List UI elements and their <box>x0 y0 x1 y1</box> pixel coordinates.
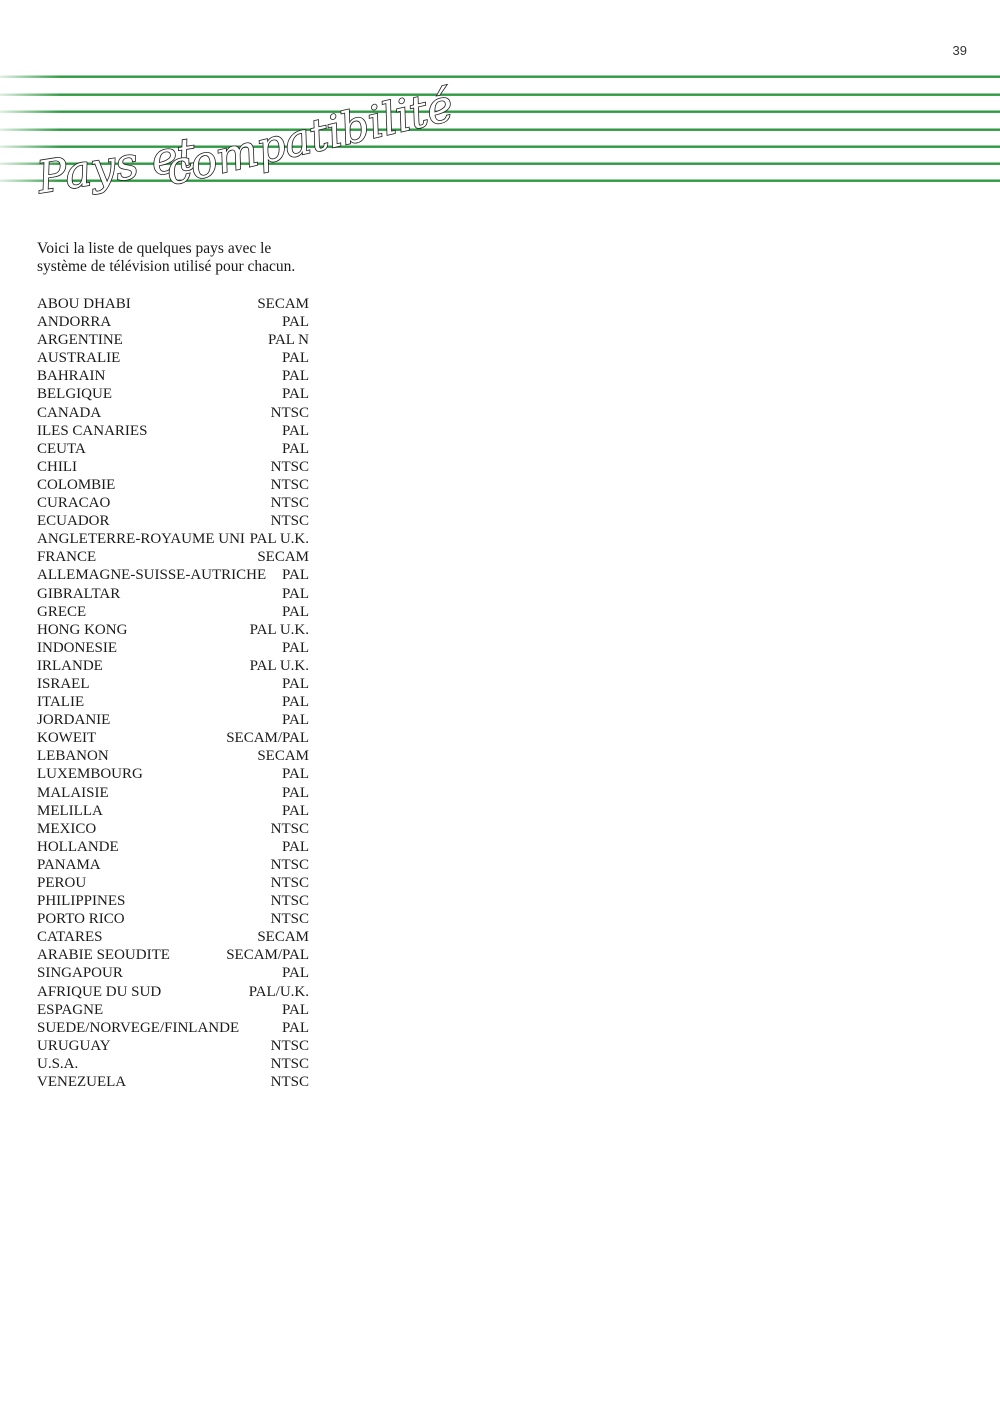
country-row <box>37 476 309 494</box>
tv-system: PAL <box>282 694 309 711</box>
country-row <box>37 892 309 910</box>
country-name: GRECE <box>37 603 87 620</box>
country-name: VENEZUELA <box>37 1074 127 1091</box>
tv-system: PAL/U.K. <box>248 983 309 1000</box>
country-row <box>37 946 309 964</box>
country-row <box>37 385 309 403</box>
tv-system: SECAM <box>257 929 309 946</box>
tv-system: SECAM <box>257 748 309 765</box>
country-row <box>37 639 309 657</box>
country-row <box>37 802 309 820</box>
country-row <box>37 621 309 639</box>
country-row <box>37 657 309 675</box>
country-row <box>37 729 309 747</box>
country-row <box>37 440 309 458</box>
country-row <box>37 964 309 982</box>
country-name: HONG KONG <box>37 621 128 638</box>
tv-system: PAL U.K. <box>249 657 309 674</box>
country-name: BELGIQUE <box>37 386 112 403</box>
country-row <box>37 856 309 874</box>
country-name: ANGLETERRE-ROYAUME UNI <box>37 531 245 548</box>
tv-system: PAL <box>282 802 309 819</box>
country-row <box>37 747 309 765</box>
country-name: SINGAPOUR <box>37 965 123 982</box>
tv-system: PAL <box>282 712 309 729</box>
tv-system: PAL <box>282 1001 309 1018</box>
tv-system: PAL <box>282 440 309 457</box>
tv-system: PAL <box>282 386 309 403</box>
country-row <box>37 1073 309 1091</box>
tv-system: NTSC <box>270 458 309 475</box>
tv-system: NTSC <box>270 893 309 910</box>
title-line-1: Pays et <box>33 128 199 204</box>
tv-system: NTSC <box>270 1037 309 1054</box>
country-row <box>37 1037 309 1055</box>
country-row <box>37 910 309 928</box>
country-name: SUEDE/NORVEGE/FINLANDE <box>37 1019 240 1036</box>
tv-system: PAL U.K. <box>249 531 309 548</box>
country-name: ARGENTINE <box>37 332 123 349</box>
country-name: PEROU <box>37 875 87 891</box>
country-name: LEBANON <box>37 748 109 765</box>
country-name: GIBRALTAR <box>37 585 121 602</box>
tv-system: NTSC <box>270 1055 309 1072</box>
country-name: CATARES <box>37 929 103 946</box>
country-row <box>37 295 309 313</box>
country-row <box>37 765 309 783</box>
title-line-2: compatibilité <box>161 80 459 196</box>
country-row <box>37 983 309 1001</box>
country-row <box>37 711 309 729</box>
country-name: BAHRAIN <box>37 368 106 385</box>
country-name: CHILI <box>37 458 77 475</box>
country-row <box>37 404 309 422</box>
country-name: CURACAO <box>37 495 111 512</box>
tv-system: PAL <box>282 965 309 982</box>
tv-system: PAL <box>282 784 309 801</box>
country-name: AFRIQUE DU SUD <box>37 983 162 1000</box>
intro-text: Voici la liste de quelques pays avec le système de télévision utilisé pour chacun. <box>37 240 296 275</box>
country-row <box>37 1055 309 1073</box>
country-name: ANDORRA <box>37 314 112 331</box>
country-name: IRLANDE <box>37 657 103 674</box>
country-name: INDONESIE <box>37 639 117 656</box>
country-name: URUGUAY <box>37 1037 111 1054</box>
country-name: CEUTA <box>37 440 86 457</box>
country-list <box>37 295 309 1091</box>
country-row <box>37 585 309 603</box>
tv-system: NTSC <box>270 513 309 530</box>
tv-system: SECAM <box>257 296 309 312</box>
country-name: ESPAGNE <box>37 1001 104 1018</box>
country-name: ABOU DHABI <box>37 296 131 312</box>
tv-system: PAL <box>282 766 309 783</box>
country-name: MEXICO <box>37 820 97 837</box>
country-row <box>37 313 309 331</box>
country-row <box>37 1019 309 1037</box>
country-name: JORDANIE <box>37 712 111 729</box>
page-title <box>0 0 1000 230</box>
tv-system: NTSC <box>270 495 309 512</box>
country-name: ARABIE SEOUDITE <box>37 947 170 964</box>
country-name: MALAISIE <box>37 784 109 801</box>
tv-system: PAL N <box>268 332 309 349</box>
country-row <box>37 566 309 584</box>
country-name: PHILIPPINES <box>37 893 126 910</box>
country-name: ILES CANARIES <box>37 422 148 439</box>
tv-system: PAL <box>282 1019 309 1036</box>
country-row <box>37 422 309 440</box>
country-name: COLOMBIE <box>37 476 116 493</box>
country-row <box>37 928 309 946</box>
country-row <box>37 675 309 693</box>
country-name: HOLLANDE <box>37 838 119 855</box>
tv-system: PAL <box>282 350 309 367</box>
tv-system: PAL <box>282 368 309 385</box>
tv-system: SECAM/PAL <box>226 730 309 747</box>
country-row <box>37 494 309 512</box>
tv-system: NTSC <box>270 820 309 837</box>
country-name: PANAMA <box>37 856 101 873</box>
country-row <box>37 693 309 711</box>
tv-system: NTSC <box>270 476 309 493</box>
tv-system: SECAM/PAL <box>226 947 309 964</box>
country-row <box>37 820 309 838</box>
country-row <box>37 367 309 385</box>
country-name: ALLEMAGNE-SUISSE-AUTRICHE <box>37 567 267 584</box>
country-name: KOWEIT <box>37 730 97 747</box>
country-row <box>37 331 309 349</box>
tv-system: PAL <box>282 314 309 331</box>
country-name: LUXEMBOURG <box>37 766 143 783</box>
country-row <box>37 530 309 548</box>
country-name: FRANCE <box>37 549 97 566</box>
country-name: ECUADOR <box>37 513 110 530</box>
country-row <box>37 1001 309 1019</box>
country-row <box>37 458 309 476</box>
country-row <box>37 838 309 856</box>
country-row <box>37 874 309 892</box>
tv-system: PAL <box>282 567 309 584</box>
tv-system: PAL <box>282 838 309 855</box>
tv-system: SECAM <box>257 549 309 566</box>
tv-system: PAL <box>282 585 309 602</box>
tv-system: NTSC <box>270 856 309 873</box>
tv-system: NTSC <box>270 911 309 928</box>
country-row <box>37 784 309 802</box>
page-number: 39 <box>952 43 967 58</box>
tv-system: PAL <box>282 675 309 692</box>
country-name: U.S.A. <box>37 1055 79 1072</box>
tv-system: NTSC <box>270 404 309 421</box>
country-name: CANADA <box>37 404 102 421</box>
country-name: ISRAEL <box>37 675 90 692</box>
tv-system: PAL <box>282 422 309 439</box>
tv-system: PAL <box>282 639 309 656</box>
country-row <box>37 603 309 621</box>
country-name: ITALIE <box>37 694 85 711</box>
country-row <box>37 548 309 566</box>
tv-system: NTSC <box>270 875 309 891</box>
country-name: MELILLA <box>37 802 103 819</box>
tv-system: NTSC <box>270 1074 309 1091</box>
country-row <box>37 349 309 367</box>
country-name: AUSTRALIE <box>37 350 121 367</box>
tv-system: PAL <box>282 603 309 620</box>
country-name: PORTO RICO <box>37 911 125 928</box>
tv-system: PAL U.K. <box>249 621 309 638</box>
country-row <box>37 512 309 530</box>
